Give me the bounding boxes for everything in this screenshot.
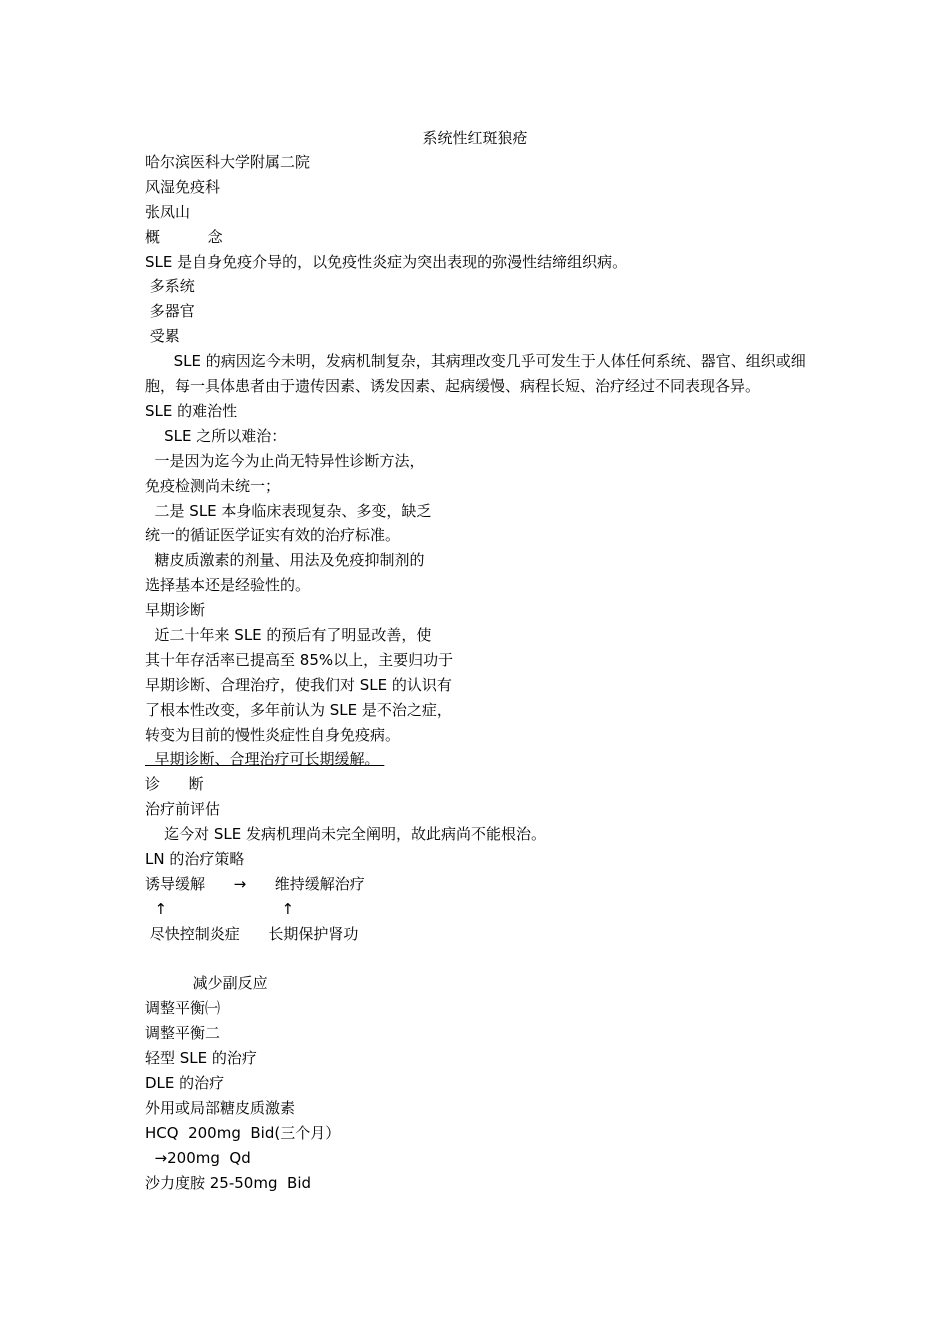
strategy-row: 减少副反应: [145, 974, 268, 993]
text-line: 其十年存活率已提高至 85%以上，主要归功于: [145, 650, 454, 669]
section-heading-mild-sle: 轻型 SLE 的治疗: [145, 1049, 257, 1068]
text-line: 迄今对 SLE 发病机理尚未完全阐明，故此病尚不能根治。: [145, 825, 546, 844]
hospital-line: 哈尔滨医科大学附属二院: [145, 153, 311, 171]
text-line: 受累: [145, 327, 180, 346]
text-line: 近二十年来 SLE 的预后有了明显改善，使: [145, 625, 432, 644]
text-line: 沙力度胺 25-50mg Bid: [145, 1173, 312, 1192]
section-heading-concept: 概 念: [145, 227, 223, 246]
text-line: →200mg Qd: [145, 1148, 251, 1167]
up-arrows-row: ↑ ↑: [145, 899, 295, 918]
text-line: 免疫检测尚未统一；: [145, 476, 281, 495]
strategy-row: 尽快控制炎症 长期保护肾功: [145, 924, 359, 943]
underlined-text-line: 早期诊断、合理治疗可长期缓解。: [145, 750, 385, 769]
text-line: HCQ 200mg Bid(三个月）: [145, 1123, 341, 1142]
text-line: 统一的循证医学证实有效的治疗标准。: [145, 526, 401, 545]
document-title: 系统性红斑狼疮: [422, 129, 528, 147]
document-body: [145, 150, 835, 1195]
section-heading-early-diagnosis: 早期诊断: [145, 601, 206, 620]
section-heading-dle: DLE 的治疗: [145, 1073, 225, 1092]
text-line: 多器官: [145, 302, 195, 321]
text-line: 早期诊断、合理治疗，使我们对 SLE 的认识有: [145, 675, 452, 694]
text-line: 糖皮质激素的剂量、用法及免疫抑制剂的: [145, 551, 425, 570]
section-heading-balance-1: 调整平衡㈠: [145, 999, 221, 1018]
section-heading-ln-strategy: LN 的治疗策略: [145, 849, 245, 868]
text-line: 二是 SLE 本身临床表现复杂、多变，缺乏: [145, 501, 432, 520]
text-line: SLE 是自身免疫介导的，以免疫性炎症为突出表现的弥漫性结缔组织病。: [145, 252, 628, 271]
section-heading-pretreatment: 治疗前评估: [145, 800, 221, 819]
strategy-row: 诱导缓解 → 维持缓解治疗: [145, 874, 365, 893]
text-line: SLE 之所以难治：: [145, 426, 287, 445]
section-heading-refractory: SLE 的难治性: [145, 401, 238, 420]
text-line: 转变为目前的慢性炎症性自身免疫病。: [145, 725, 401, 744]
text-line: 了根本性改变，多年前认为 SLE 是不治之症，: [145, 700, 452, 719]
paragraph-etiology: SLE 的病因迄今未明，发病机制复杂，其病理改变几乎可发生于人体任何系统、器官、组织或细胞，每一具体患者由于遗传因素、诱发因素、起病缓慢、病程长短、治疗经过不同表现各异。: [145, 352, 806, 396]
blank-line: [145, 947, 835, 972]
section-heading-diagnosis: 诊 断: [145, 775, 204, 794]
section-heading-balance-2: 调整平衡二: [145, 1024, 221, 1043]
author-line: 张凤山: [145, 202, 191, 221]
text-line: 外用或局部糖皮质激素: [145, 1098, 296, 1117]
text-line: 选择基本还是经验性的。: [145, 576, 311, 595]
text-line: 一是因为迄今为止尚无特异性诊断方法，: [145, 451, 425, 470]
text-line: 多系统: [145, 277, 195, 296]
department-line: 风湿免疫科: [145, 177, 221, 196]
